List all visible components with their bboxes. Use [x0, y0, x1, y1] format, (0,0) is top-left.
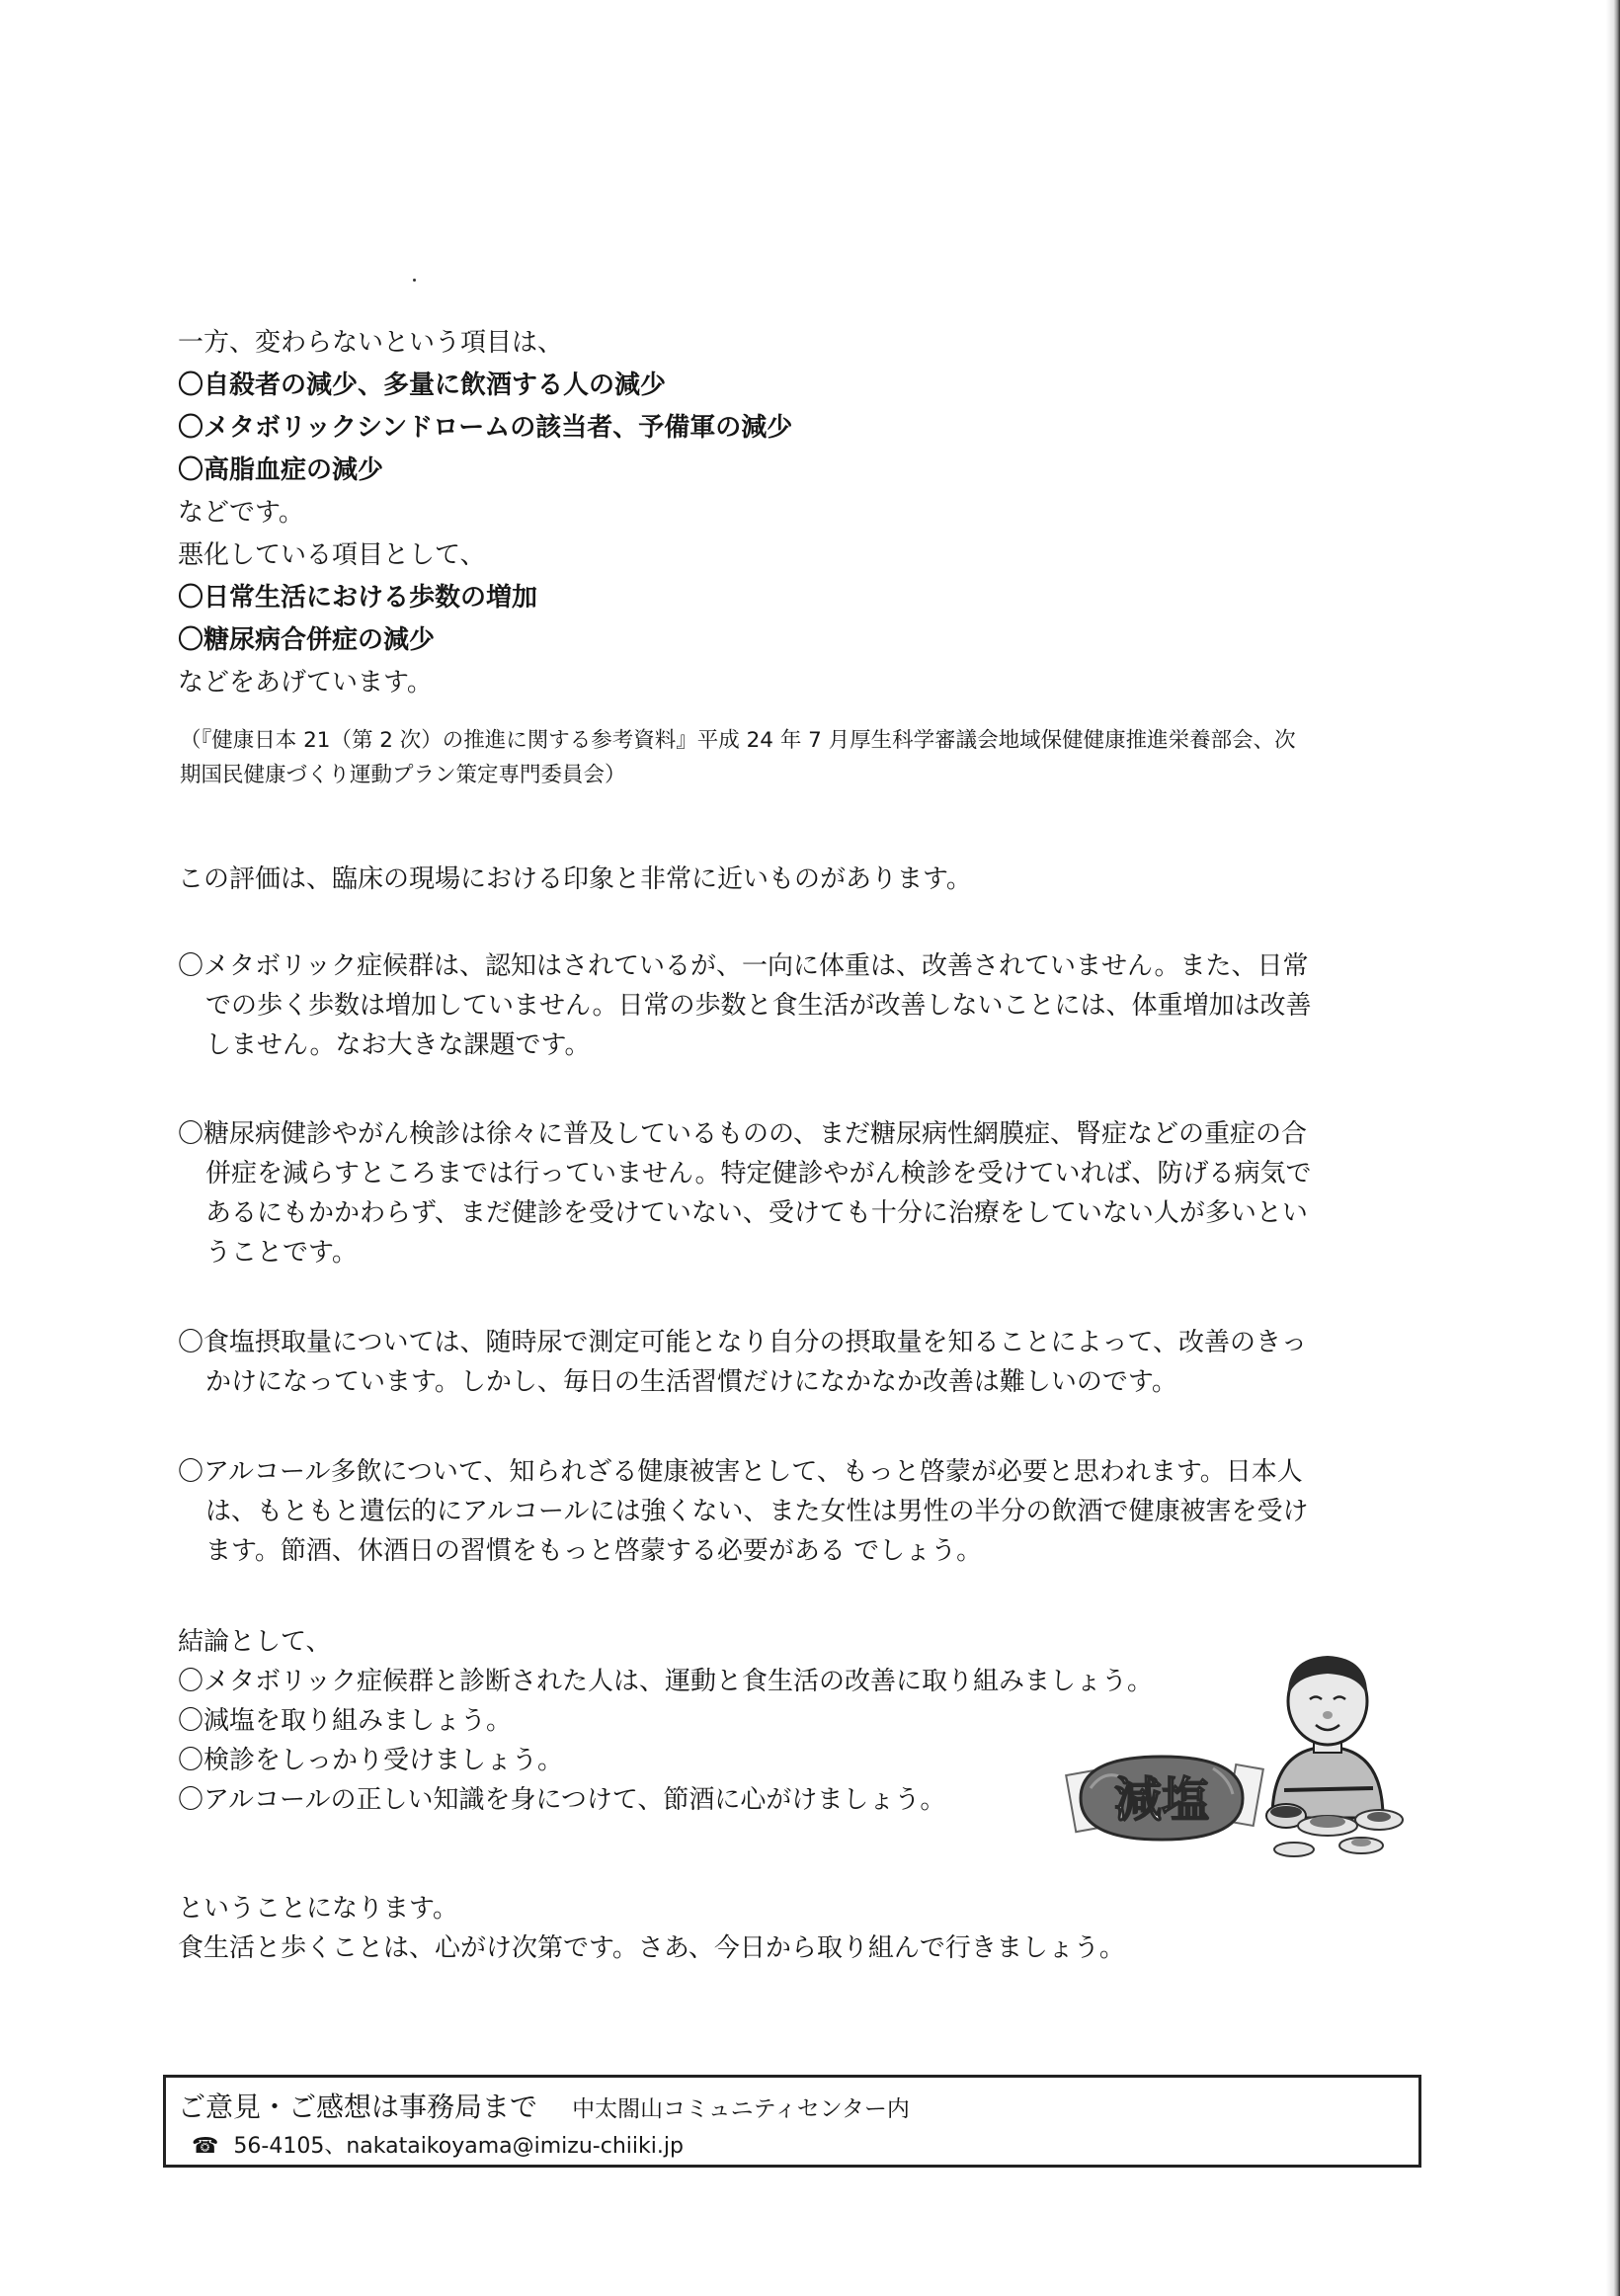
paragraph-line: うことです。	[205, 1238, 358, 1268]
unchanged-item: 〇自殺者の減少、多量に飲酒する人の減少	[178, 370, 667, 400]
closing-line: 食生活と歩くことは、心がけ次第です。さあ、今日から取り組んで行きましょう。	[178, 1933, 1125, 1963]
footer-heading: ご意見・ご感想は事務局まで	[178, 2091, 538, 2123]
conclusion-item: 〇検診をしっかり受けましょう。	[178, 1746, 564, 1775]
unchanged-intro: 一方、変わらないという項目は、	[178, 328, 564, 358]
unchanged-item: 〇メタボリックシンドロームの該当者、予備軍の減少	[178, 413, 793, 443]
badge-text: 減塩	[1113, 1772, 1210, 1828]
worsened-intro: 悪化している項目として、	[178, 540, 486, 570]
footer-header-line	[178, 2086, 910, 2125]
unchanged-section	[178, 322, 1422, 534]
paragraph-alcohol	[178, 1452, 1424, 1571]
paragraph-line: しません。なお大きな課題です。	[205, 1030, 591, 1060]
paragraph-metabolic	[178, 946, 1424, 1065]
citation-line: （『健康日本 21（第 2 次）の推進に関する参考資料』平成 24 年 7 月厚生科学審議会地域保健健康推進栄養部会、次	[180, 728, 1296, 753]
paragraph-diabetes	[178, 1114, 1424, 1272]
paragraph-line: 〇アルコール多飲について、知られざる健康被害として、もっと啓蒙が必要と思われます。日本人	[178, 1457, 1303, 1487]
paragraph-line: かけになっています。しかし、毎日の生活習慣だけになかなか改善は難しいのです。	[205, 1367, 1177, 1397]
worsened-item: 〇糖尿病合併症の減少	[178, 625, 436, 655]
evaluation-sentence	[178, 860, 1424, 899]
citation	[180, 723, 1426, 792]
paragraph-line: 〇メタボリック症候群は、認知はされているが、一向に体重は、改善されていません。また、日常	[178, 951, 1309, 981]
man-icon	[1272, 1656, 1383, 1818]
paragraph-line: 併症を減らすところまでは行っていません。特定健診やがん検診を受けていれば、防げる病気で	[205, 1159, 1312, 1189]
conclusion-item: 〇アルコールの正しい知識を身につけて、節酒に心がけましょう。	[178, 1785, 946, 1815]
worsened-section	[178, 534, 1422, 704]
paragraph-line: ます。節酒、休酒日の習慣をもっと啓蒙する必要がある でしょう。	[205, 1536, 983, 1566]
closing-section	[178, 1889, 1424, 1968]
paragraph-line: あるにもかかわらず、まだ健診を受けていない、受けても十分に治療をしていない人が多いとい	[205, 1198, 1308, 1228]
unchanged-outro: などです。	[178, 498, 304, 528]
footer-center-name: 中太閤山コミュニティセンター内	[572, 2096, 910, 2122]
scan-speck	[413, 279, 416, 282]
page-edge-shadow	[1606, 0, 1620, 2296]
paragraph-salt	[178, 1323, 1424, 1402]
salt-reduction-badge-icon	[1066, 1757, 1263, 1840]
conclusion-intro: 結論として、	[178, 1627, 332, 1657]
footer-contact-line	[192, 2129, 684, 2160]
footer-contact: 56-4105、nakataikoyama@imizu-chiiki.jp	[233, 2134, 684, 2159]
paragraph-line: での歩く歩数は増加していません。日常の歩数と食生活が改善しないことには、体重増加は改善	[205, 991, 1312, 1021]
paragraph-line: は、もともと遺伝的にアルコールには強くない、また女性は男性の半分の飲酒で健康被害を受け	[205, 1497, 1309, 1526]
unchanged-item: 〇高脂血症の減少	[178, 455, 384, 485]
worsened-outro: などをあげています。	[178, 668, 433, 697]
phone-icon: ☎	[192, 2134, 219, 2159]
paragraph-line: 〇食塩摂取量については、随時尿で測定可能となり自分の摂取量を知ることによって、改善のきっ	[178, 1328, 1307, 1357]
conclusion-item: 〇メタボリック症候群と診断された人は、運動と食生活の改善に取り組みましょう。	[178, 1667, 1153, 1696]
paragraph-line: 〇糖尿病健診やがん検診は徐々に普及しているものの、まだ糖尿病性網膜症、腎症などの重症の合	[178, 1119, 1307, 1149]
citation-line: 期国民健康づくり運動プラン策定専門委員会）	[180, 763, 626, 787]
evaluation-text: この評価は、臨床の現場における印象と非常に近いものがあります。	[178, 864, 972, 894]
closing-line: ということになります。	[178, 1894, 458, 1924]
conclusion-item: 〇減塩を取り組みましょう。	[178, 1706, 513, 1736]
worsened-item: 〇日常生活における歩数の増加	[178, 583, 538, 613]
illustration-svg	[1065, 1640, 1440, 1873]
contact-footer	[163, 2075, 1421, 2168]
salt-reduction-illustration	[1065, 1640, 1440, 1873]
